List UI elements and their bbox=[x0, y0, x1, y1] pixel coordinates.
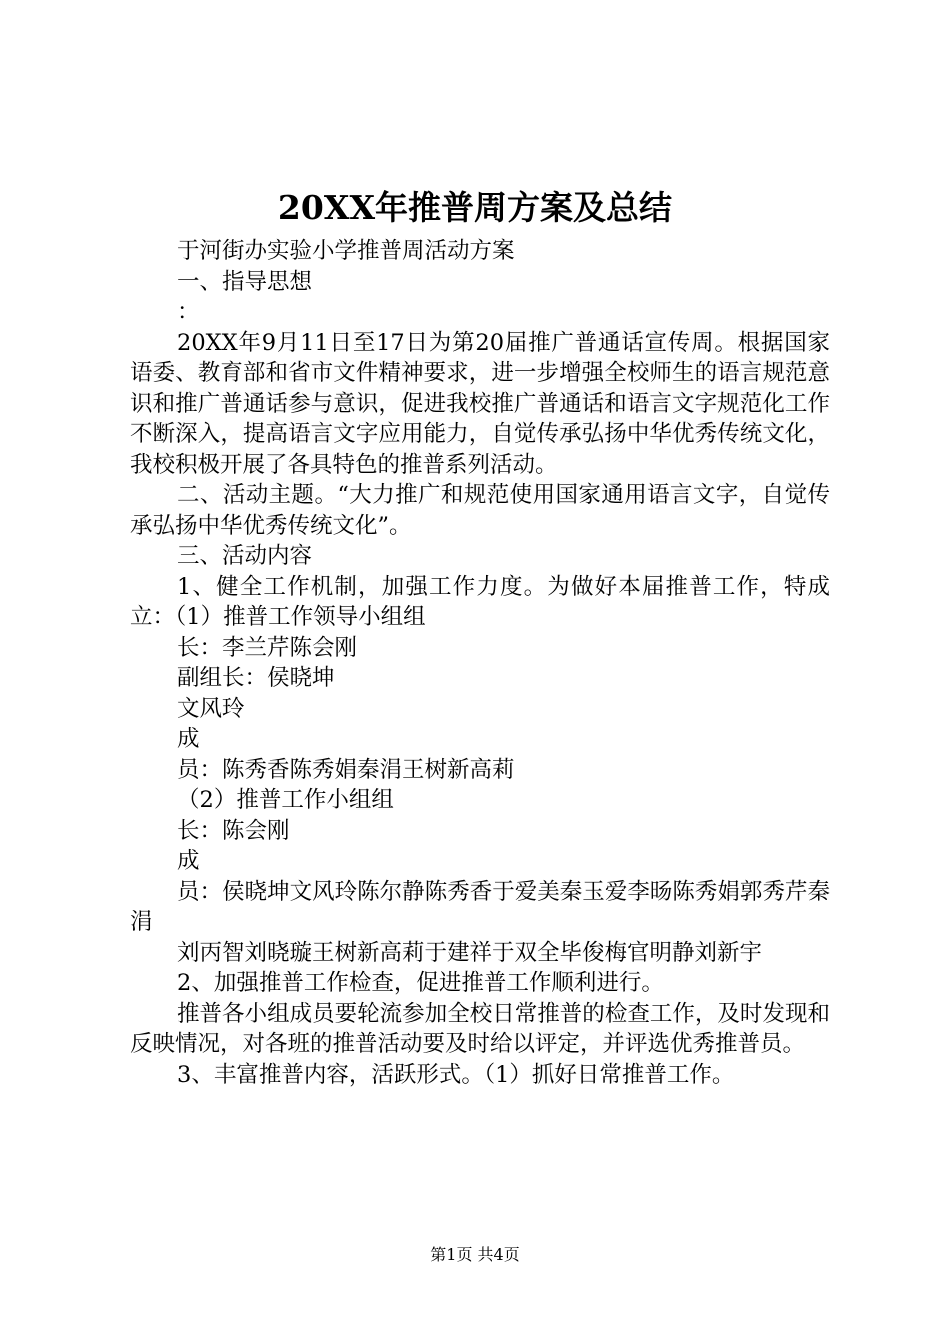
paragraph: 员：侯晓坤文风玲陈尔静陈秀香于爱美秦玉爱李旸陈秀娟郭秀芹秦涓 bbox=[130, 878, 830, 935]
paragraph: 刘丙智刘晓璇王树新高莉于建祥于双全毕俊梅官明静刘新宇 bbox=[177, 939, 763, 966]
paragraph: 文风玲 bbox=[177, 695, 245, 722]
document-title: 20XX年推普周方案及总结 bbox=[277, 188, 673, 227]
paragraph: 副组长：侯晓坤 bbox=[177, 665, 335, 691]
paragraph: 二、活动主题。“大力推广和规范使用国家通用语言文字，自觉传承弘扬中华优秀传统文化”。 bbox=[130, 482, 830, 539]
paragraph: 3、丰富推普内容，活跃形式。（1）抓好日常推普工作。 bbox=[177, 1061, 735, 1088]
paragraph: ： bbox=[177, 299, 200, 325]
paragraph: 长：陈会刚 bbox=[177, 817, 290, 844]
paragraph: 2、加强推普工作检查，促进推普工作顺利进行。 bbox=[177, 970, 664, 996]
paragraph: 20XX年9月11日至17日为第20届推广普通话宣传周。根据国家语委、教育部和省市文件精神要求，进一步增强全校师生的语言规范意识和推广普通话参与意识，促进我校推广普通话和语言文字规范化工作不断深入，提高语言文字应用能力，自觉传承弘扬中华优秀传统文化，我校积极开展了各具特色的推普系列活动。 bbox=[130, 329, 830, 478]
document-body bbox=[130, 236, 830, 1090]
paragraph: 1、健全工作机制，加强工作力度。为做好本届推普工作，特成立：（1）推普工作领导小组组 bbox=[130, 573, 830, 630]
paragraph: 长：李兰芹陈会刚 bbox=[177, 634, 358, 661]
paragraph: 成 bbox=[177, 726, 200, 752]
paragraph: 于河街办实验小学推普周活动方案 bbox=[177, 238, 515, 264]
paragraph: 员：陈秀香陈秀娟秦涓王树新高莉 bbox=[177, 756, 515, 783]
paragraph: 一、指导思想 bbox=[177, 268, 313, 295]
paragraph: 推普各小组成员要轮流参加全校日常推普的检查工作，及时发现和反映情况，对各班的推普活动要及时给以评定，并评选优秀推普员。 bbox=[130, 1000, 830, 1057]
paragraph: （2）推普工作小组组 bbox=[177, 787, 394, 813]
paragraph: 三、活动内容 bbox=[177, 543, 313, 569]
page-footer: 第1页 共4页 bbox=[430, 1245, 520, 1264]
paragraph: 成 bbox=[177, 848, 200, 874]
